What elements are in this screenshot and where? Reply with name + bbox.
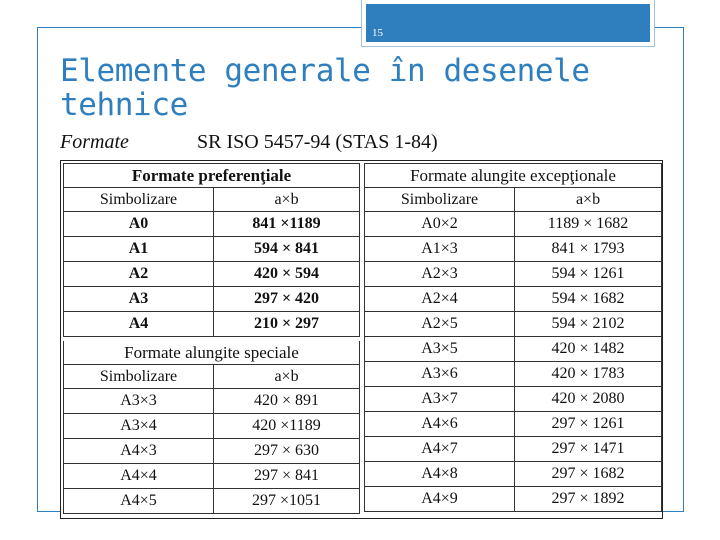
table-row xyxy=(64,489,360,514)
preferred-formats-table xyxy=(63,163,360,337)
table-cell: A4×6 xyxy=(365,412,515,437)
table-cell: 420 × 594 xyxy=(214,262,360,287)
table-row xyxy=(365,212,662,237)
table-cell: 594 × 1682 xyxy=(515,287,662,312)
table-cell: A4 xyxy=(64,312,214,337)
formats-tables xyxy=(60,160,663,519)
table-row xyxy=(365,362,662,387)
page-number-box xyxy=(362,0,654,46)
table-row xyxy=(64,389,360,414)
table-cell: 420 × 1783 xyxy=(515,362,662,387)
table-cell: 841 × 1793 xyxy=(515,237,662,262)
table-cell: A4×3 xyxy=(64,439,214,464)
table-row xyxy=(64,414,360,439)
table-cell: 297 × 630 xyxy=(214,439,360,464)
column-header: Simbolizare xyxy=(64,365,214,389)
table-row xyxy=(365,262,662,287)
special-formats-table xyxy=(63,341,360,514)
table-cell: A4×8 xyxy=(365,462,515,487)
table-cell: A0×2 xyxy=(365,212,515,237)
table-row xyxy=(64,439,360,464)
table-row xyxy=(64,312,360,337)
table-cell: 841 ×1189 xyxy=(214,212,360,237)
table-cell: 297 × 1892 xyxy=(515,487,662,512)
table-row xyxy=(64,262,360,287)
table-cell: 420 × 891 xyxy=(214,389,360,414)
column-header: Simbolizare xyxy=(64,188,214,212)
table-cell: 420 × 2080 xyxy=(515,387,662,412)
table-row xyxy=(365,337,662,362)
table-cell: A3×4 xyxy=(64,414,214,439)
column-header: Simbolizare xyxy=(365,188,515,212)
column-header: a×b xyxy=(214,365,360,389)
table-cell: A3×6 xyxy=(365,362,515,387)
table-row xyxy=(365,412,662,437)
column-header: a×b xyxy=(515,188,662,212)
exceptional-formats-table xyxy=(364,163,662,512)
table-row xyxy=(365,437,662,462)
exceptional-title: Formate alungite excepţionale xyxy=(365,164,662,188)
table-cell: 594 × 2102 xyxy=(515,312,662,337)
table-cell: A3×7 xyxy=(365,387,515,412)
table-cell: 420 × 1482 xyxy=(515,337,662,362)
table-cell: A0 xyxy=(64,212,214,237)
table-row xyxy=(64,212,360,237)
table-cell: 210 × 297 xyxy=(214,312,360,337)
table-cell: 297 × 841 xyxy=(214,464,360,489)
table-cell: A1×3 xyxy=(365,237,515,262)
table-row xyxy=(365,312,662,337)
table-row xyxy=(365,462,662,487)
table-cell: A2×3 xyxy=(365,262,515,287)
table-cell: A4×5 xyxy=(64,489,214,514)
table-cell: 297 × 1471 xyxy=(515,437,662,462)
table-row xyxy=(365,387,662,412)
table-cell: A2 xyxy=(64,262,214,287)
table-row xyxy=(64,287,360,312)
table-cell: A2×4 xyxy=(365,287,515,312)
special-title: Formate alungite speciale xyxy=(64,341,360,365)
column-header: a×b xyxy=(214,188,360,212)
table-cell: A4×7 xyxy=(365,437,515,462)
page-number: 15 xyxy=(372,27,383,39)
table-cell: 297 × 1682 xyxy=(515,462,662,487)
table-cell: 1189 × 1682 xyxy=(515,212,662,237)
table-row xyxy=(365,487,662,512)
table-cell: 297 ×1051 xyxy=(214,489,360,514)
table-row xyxy=(64,464,360,489)
table-row xyxy=(64,237,360,262)
table-cell: A3 xyxy=(64,287,214,312)
table-cell: A4×4 xyxy=(64,464,214,489)
slide-title: Elemente generale în desenele tehnice xyxy=(60,53,590,123)
table-cell: A3×5 xyxy=(365,337,515,362)
subtitle-formate: Formate xyxy=(60,131,129,153)
table-cell: A3×3 xyxy=(64,389,214,414)
table-cell: 297 × 420 xyxy=(214,287,360,312)
table-row xyxy=(365,237,662,262)
table-cell: 297 × 1261 xyxy=(515,412,662,437)
table-cell: 420 ×1189 xyxy=(214,414,360,439)
table-cell: 594 × 841 xyxy=(214,237,360,262)
table-cell: A2×5 xyxy=(365,312,515,337)
table-cell: A1 xyxy=(64,237,214,262)
table-cell: 594 × 1261 xyxy=(515,262,662,287)
table-cell: A4×9 xyxy=(365,487,515,512)
preferred-title: Formate preferenţiale xyxy=(64,164,360,188)
subtitle-standard: SR ISO 5457-94 (STAS 1-84) xyxy=(197,131,438,153)
table-row xyxy=(365,287,662,312)
